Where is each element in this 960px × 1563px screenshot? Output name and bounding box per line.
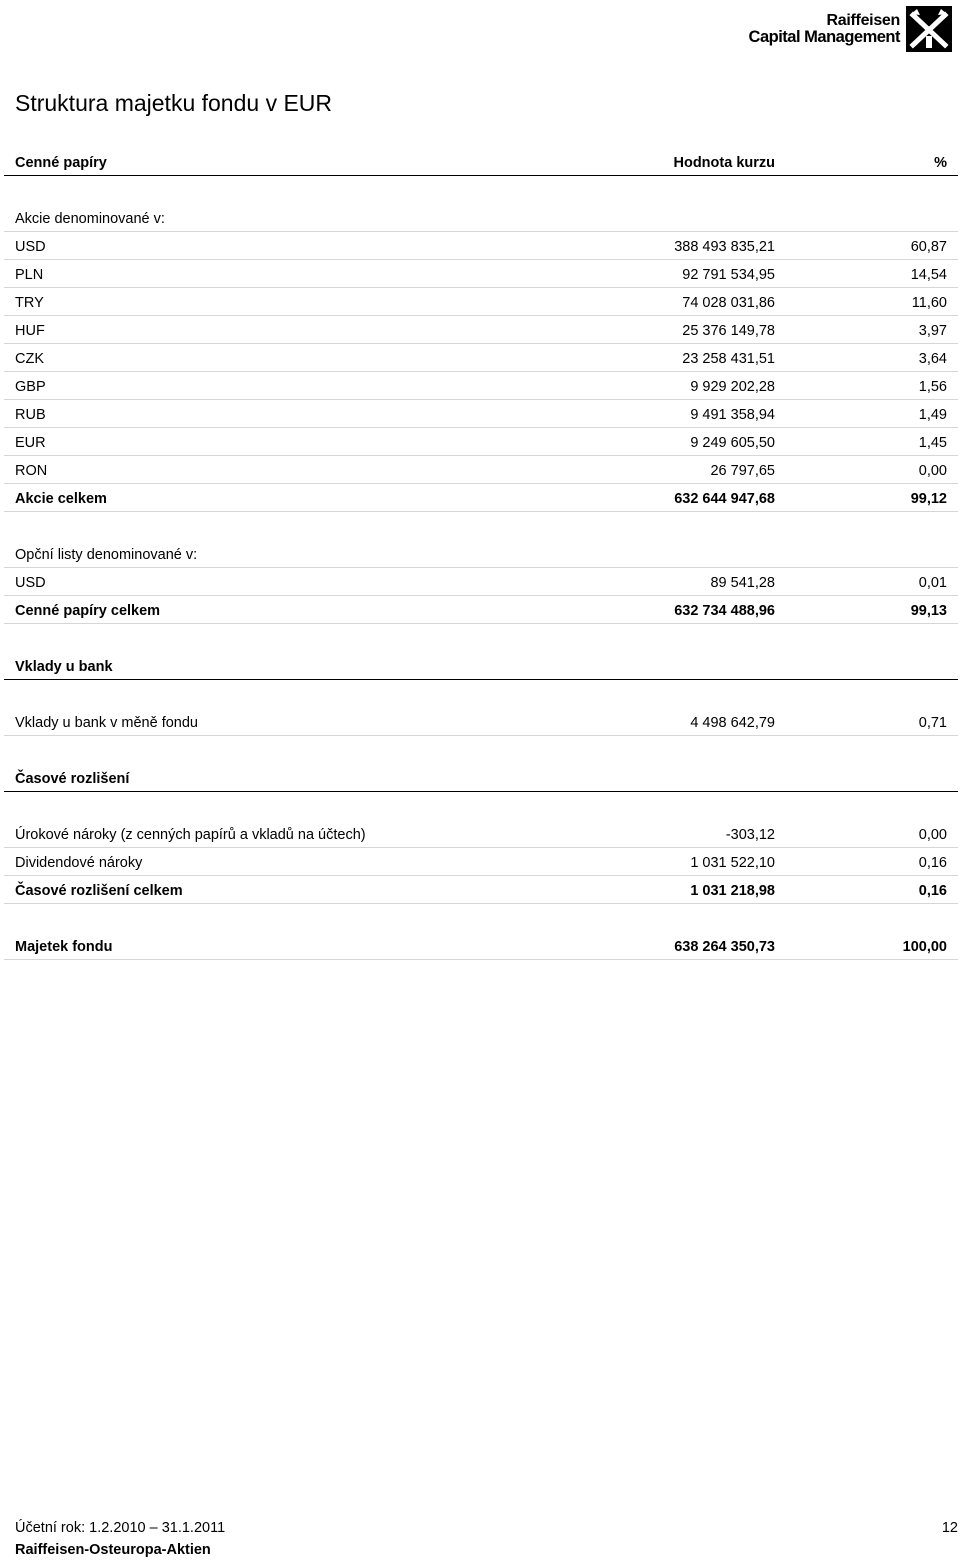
table-row (4, 820, 958, 848)
row-label: CZK (15, 351, 44, 367)
table-row (4, 232, 958, 260)
table-row (4, 288, 958, 316)
spacer-row (4, 792, 958, 820)
row-label: Cenné papíry celkem (15, 603, 161, 619)
row-value: -303,12 (725, 827, 775, 843)
row-value: 23 258 431,51 (682, 351, 775, 367)
page-title: Struktura majetku fondu v EUR (15, 90, 333, 116)
accounting-period: Účetní rok: 1.2.2010 – 31.1.2011 (15, 1520, 226, 1536)
table-row (4, 344, 958, 372)
row-label: TRY (15, 295, 44, 311)
row-label: PLN (15, 267, 44, 283)
group-label-row (4, 540, 958, 568)
row-value: 1 031 218,98 (690, 883, 775, 899)
row-value: 74 028 031,86 (682, 295, 775, 311)
section-header-row (4, 764, 958, 792)
table-row (4, 400, 958, 428)
fund-name: Raiffeisen-Osteuropa-Aktien (15, 1542, 211, 1558)
row-percent: 0,01 (918, 575, 947, 591)
group-label-row (4, 204, 958, 232)
spacer-row (4, 176, 958, 204)
spacer-row (4, 512, 958, 540)
row-percent: 1,45 (918, 435, 947, 451)
column-header-securities: Cenné papíry (15, 155, 107, 171)
row-percent: 14,54 (910, 267, 947, 283)
row-label: Akcie celkem (15, 491, 107, 507)
table-row (4, 848, 958, 876)
row-value: 89 541,28 (710, 575, 775, 591)
table-row (4, 568, 958, 596)
page-number: 12 (941, 1520, 958, 1536)
row-percent: 3,97 (918, 323, 947, 339)
spacer-row (4, 624, 958, 652)
row-value: 388 493 835,21 (674, 239, 775, 255)
row-label: USD (15, 575, 46, 591)
row-label: Časové rozlišení celkem (15, 883, 183, 899)
total-row (4, 876, 958, 904)
row-value: 638 264 350,73 (674, 939, 775, 955)
total-row (4, 932, 958, 960)
row-percent: 100,00 (902, 939, 947, 955)
table-row (4, 456, 958, 484)
row-percent: 11,60 (911, 295, 947, 311)
table-row (4, 372, 958, 400)
asset-structure-table (4, 148, 958, 960)
spacer-row (4, 904, 958, 932)
raiffeisen-crossed-horses-icon (906, 6, 952, 52)
table-header-row (4, 148, 958, 176)
section-header-row (4, 652, 958, 680)
table-body (4, 176, 958, 960)
row-label: Majetek fondu (15, 939, 113, 955)
table-row (4, 260, 958, 288)
table-row (4, 708, 958, 736)
row-percent: 0,16 (918, 855, 947, 871)
row-label: Akcie denominované v: (15, 211, 165, 227)
row-label: Vklady u bank v měně fondu (15, 715, 198, 731)
row-percent: 3,64 (918, 351, 947, 367)
logo-line-2: Capital Management (748, 28, 900, 46)
column-header-percent: % (934, 155, 947, 171)
row-percent: 0,00 (918, 827, 947, 843)
spacer-row (4, 680, 958, 708)
logo-line-1: Raiffeisen (826, 12, 900, 29)
row-label: GBP (15, 379, 46, 395)
row-percent: 1,56 (918, 379, 947, 395)
row-percent: 1,49 (918, 407, 947, 423)
row-value: 632 644 947,68 (674, 491, 775, 507)
row-percent: 0,71 (918, 715, 947, 731)
row-label: Časové rozlišení (15, 771, 130, 787)
table-row (4, 316, 958, 344)
row-label: RUB (15, 407, 46, 423)
row-value: 1 031 522,10 (690, 855, 775, 871)
row-value: 4 498 642,79 (690, 715, 775, 731)
row-value: 9 249 605,50 (690, 435, 775, 451)
row-percent: 60,87 (910, 239, 947, 255)
row-value: 25 376 149,78 (682, 323, 775, 339)
table-row (4, 428, 958, 456)
row-percent: 0,16 (918, 883, 947, 899)
row-label: Úrokové nároky (z cenných papírů a vkladů na účtech) (15, 827, 366, 843)
logo-wordmark (749, 12, 900, 46)
spacer-row (4, 736, 958, 764)
row-value: 632 734 488,96 (674, 603, 775, 619)
row-label: Vklady u bank (15, 659, 113, 675)
company-logo (749, 6, 952, 52)
row-percent: 0,00 (918, 463, 947, 479)
row-value: 26 797,65 (710, 463, 775, 479)
row-label: EUR (15, 435, 46, 451)
row-percent: 99,13 (910, 603, 947, 619)
row-percent: 99,12 (910, 491, 947, 507)
row-label: Dividendové nároky (15, 855, 143, 871)
row-value: 9 929 202,28 (690, 379, 775, 395)
total-row (4, 484, 958, 512)
total-row (4, 596, 958, 624)
row-label: RON (15, 463, 48, 479)
row-label: USD (15, 239, 46, 255)
row-value: 9 491 358,94 (690, 407, 775, 423)
row-value: 92 791 534,95 (682, 267, 775, 283)
column-header-value: Hodnota kurzu (673, 155, 775, 171)
row-label: HUF (15, 323, 45, 339)
row-label: Opční listy denominované v: (15, 547, 198, 563)
